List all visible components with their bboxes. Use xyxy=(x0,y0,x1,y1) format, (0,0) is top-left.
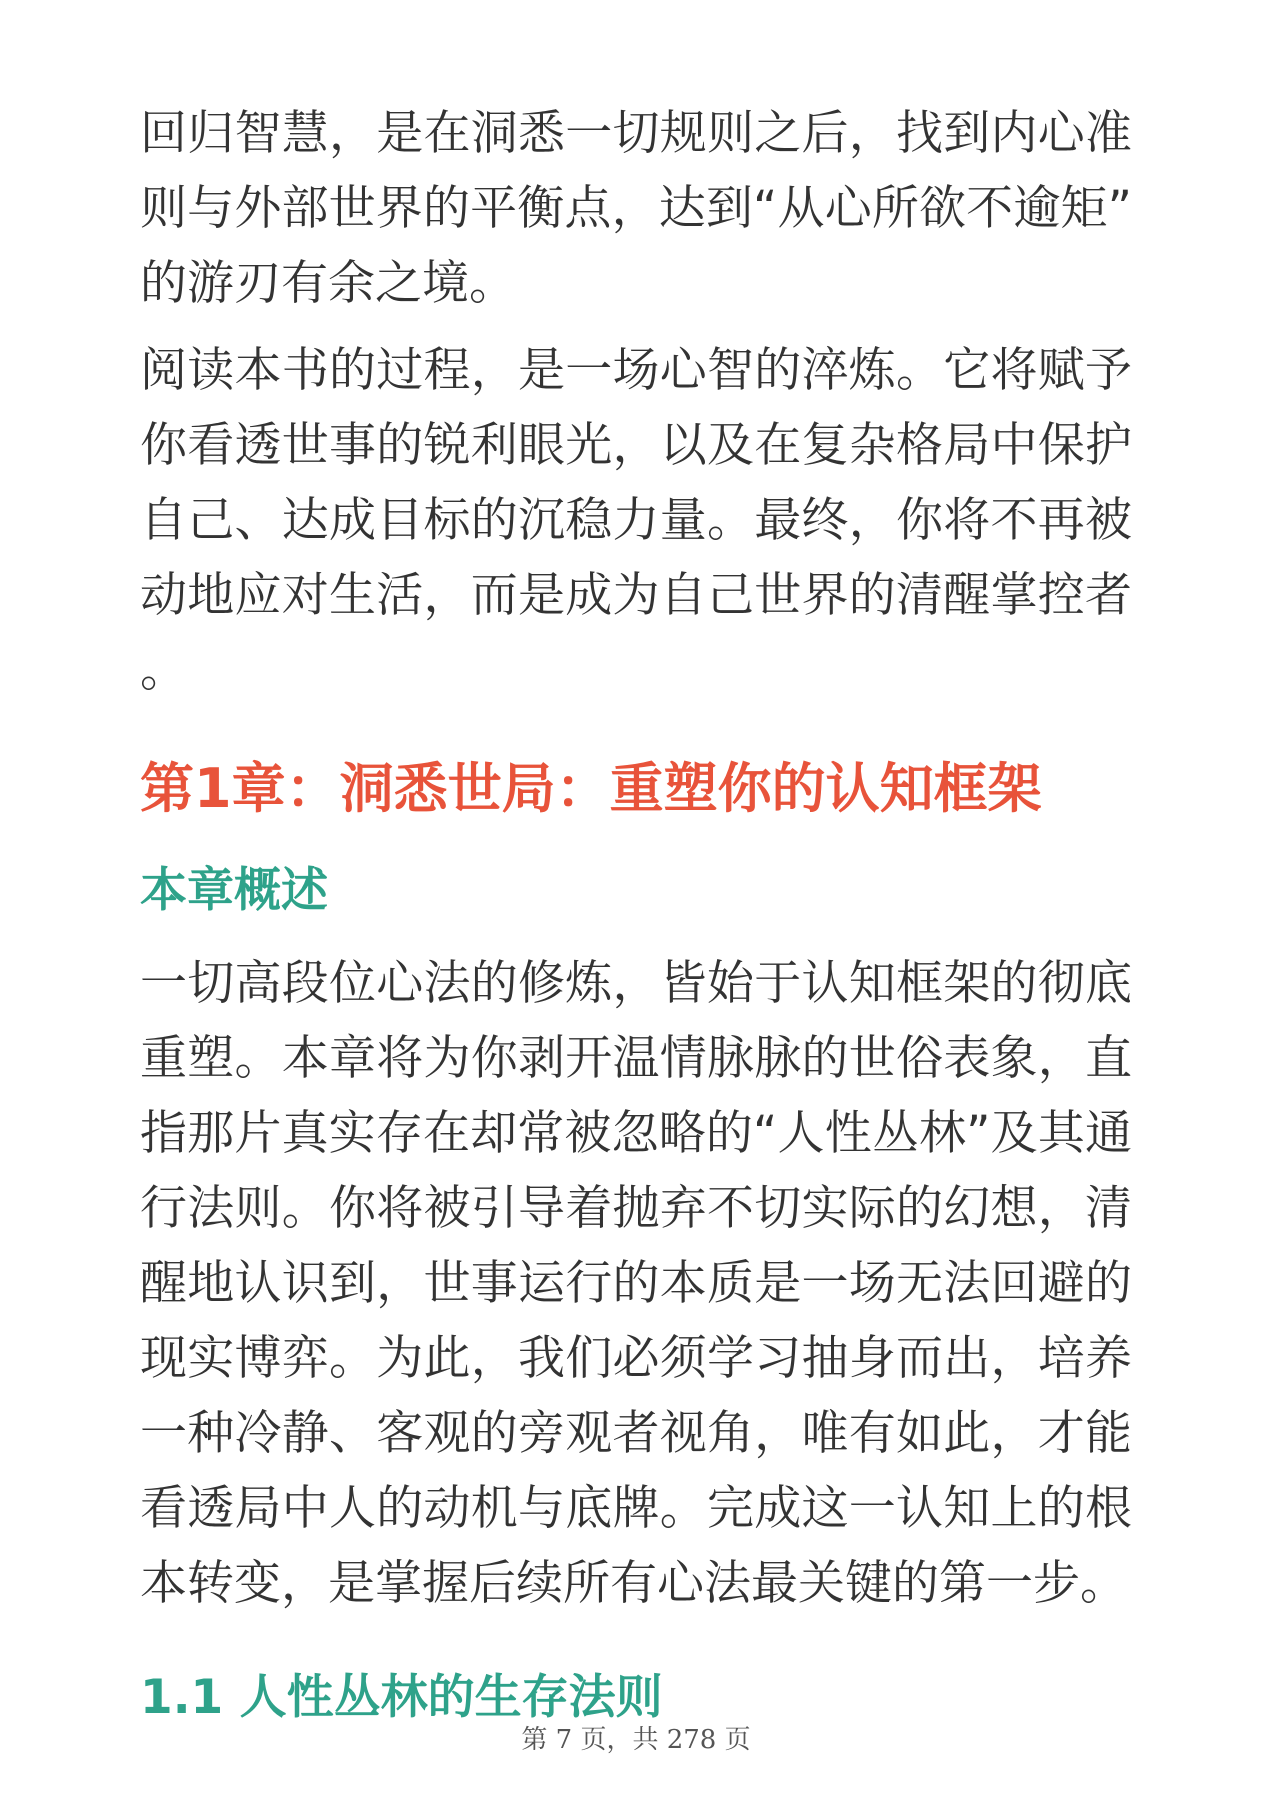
intro-paragraph-1: 回归智慧，是在洞悉一切规则之后，找到内心准则与外部世界的平衡点，达到“从心所欲不逾矩”的游刃有余之境。 xyxy=(140,106,1132,311)
chapter-title: 第1章：洞悉世局：重塑你的认知框架 xyxy=(140,757,1042,820)
page-content xyxy=(140,96,1132,1731)
chapter-overview-heading: 本章概述 xyxy=(140,863,328,918)
section-1-1-heading: 1.1 人性丛林的生存法则 xyxy=(140,1670,663,1725)
page-number-footer: 第 7 页，共 278 页 xyxy=(521,1725,751,1755)
intro-paragraph-2: 阅读本书的过程，是一场心智的淬炼。它将赋予你看透世事的锐利眼光，以及在复杂格局中保护自己、达成目标的沉稳力量。最终，你将不再被动地应对生活，而是成为自己世界的清醒掌控者。 xyxy=(140,343,1132,698)
chapter-overview-paragraph: 一切高段位心法的修炼，皆始于认知框架的彻底重塑。本章将为你剥开温情脉脉的世俗表象，直指那片真实存在却常被忽略的“人性丛林”及其通行法则。你将被引导着抛弃不切实际的幻想，清醒地认识到，世事运行的本质是一场无法回避的现实博弈。为此，我们必须学习抽身而出，培养一种冷静、客观的旁观者视角，唯有如此，才能看透局中人的动机与底牌。完成这一认知上的根本转变，是掌握后续所有心法最关键的第一步。 xyxy=(140,956,1132,1611)
